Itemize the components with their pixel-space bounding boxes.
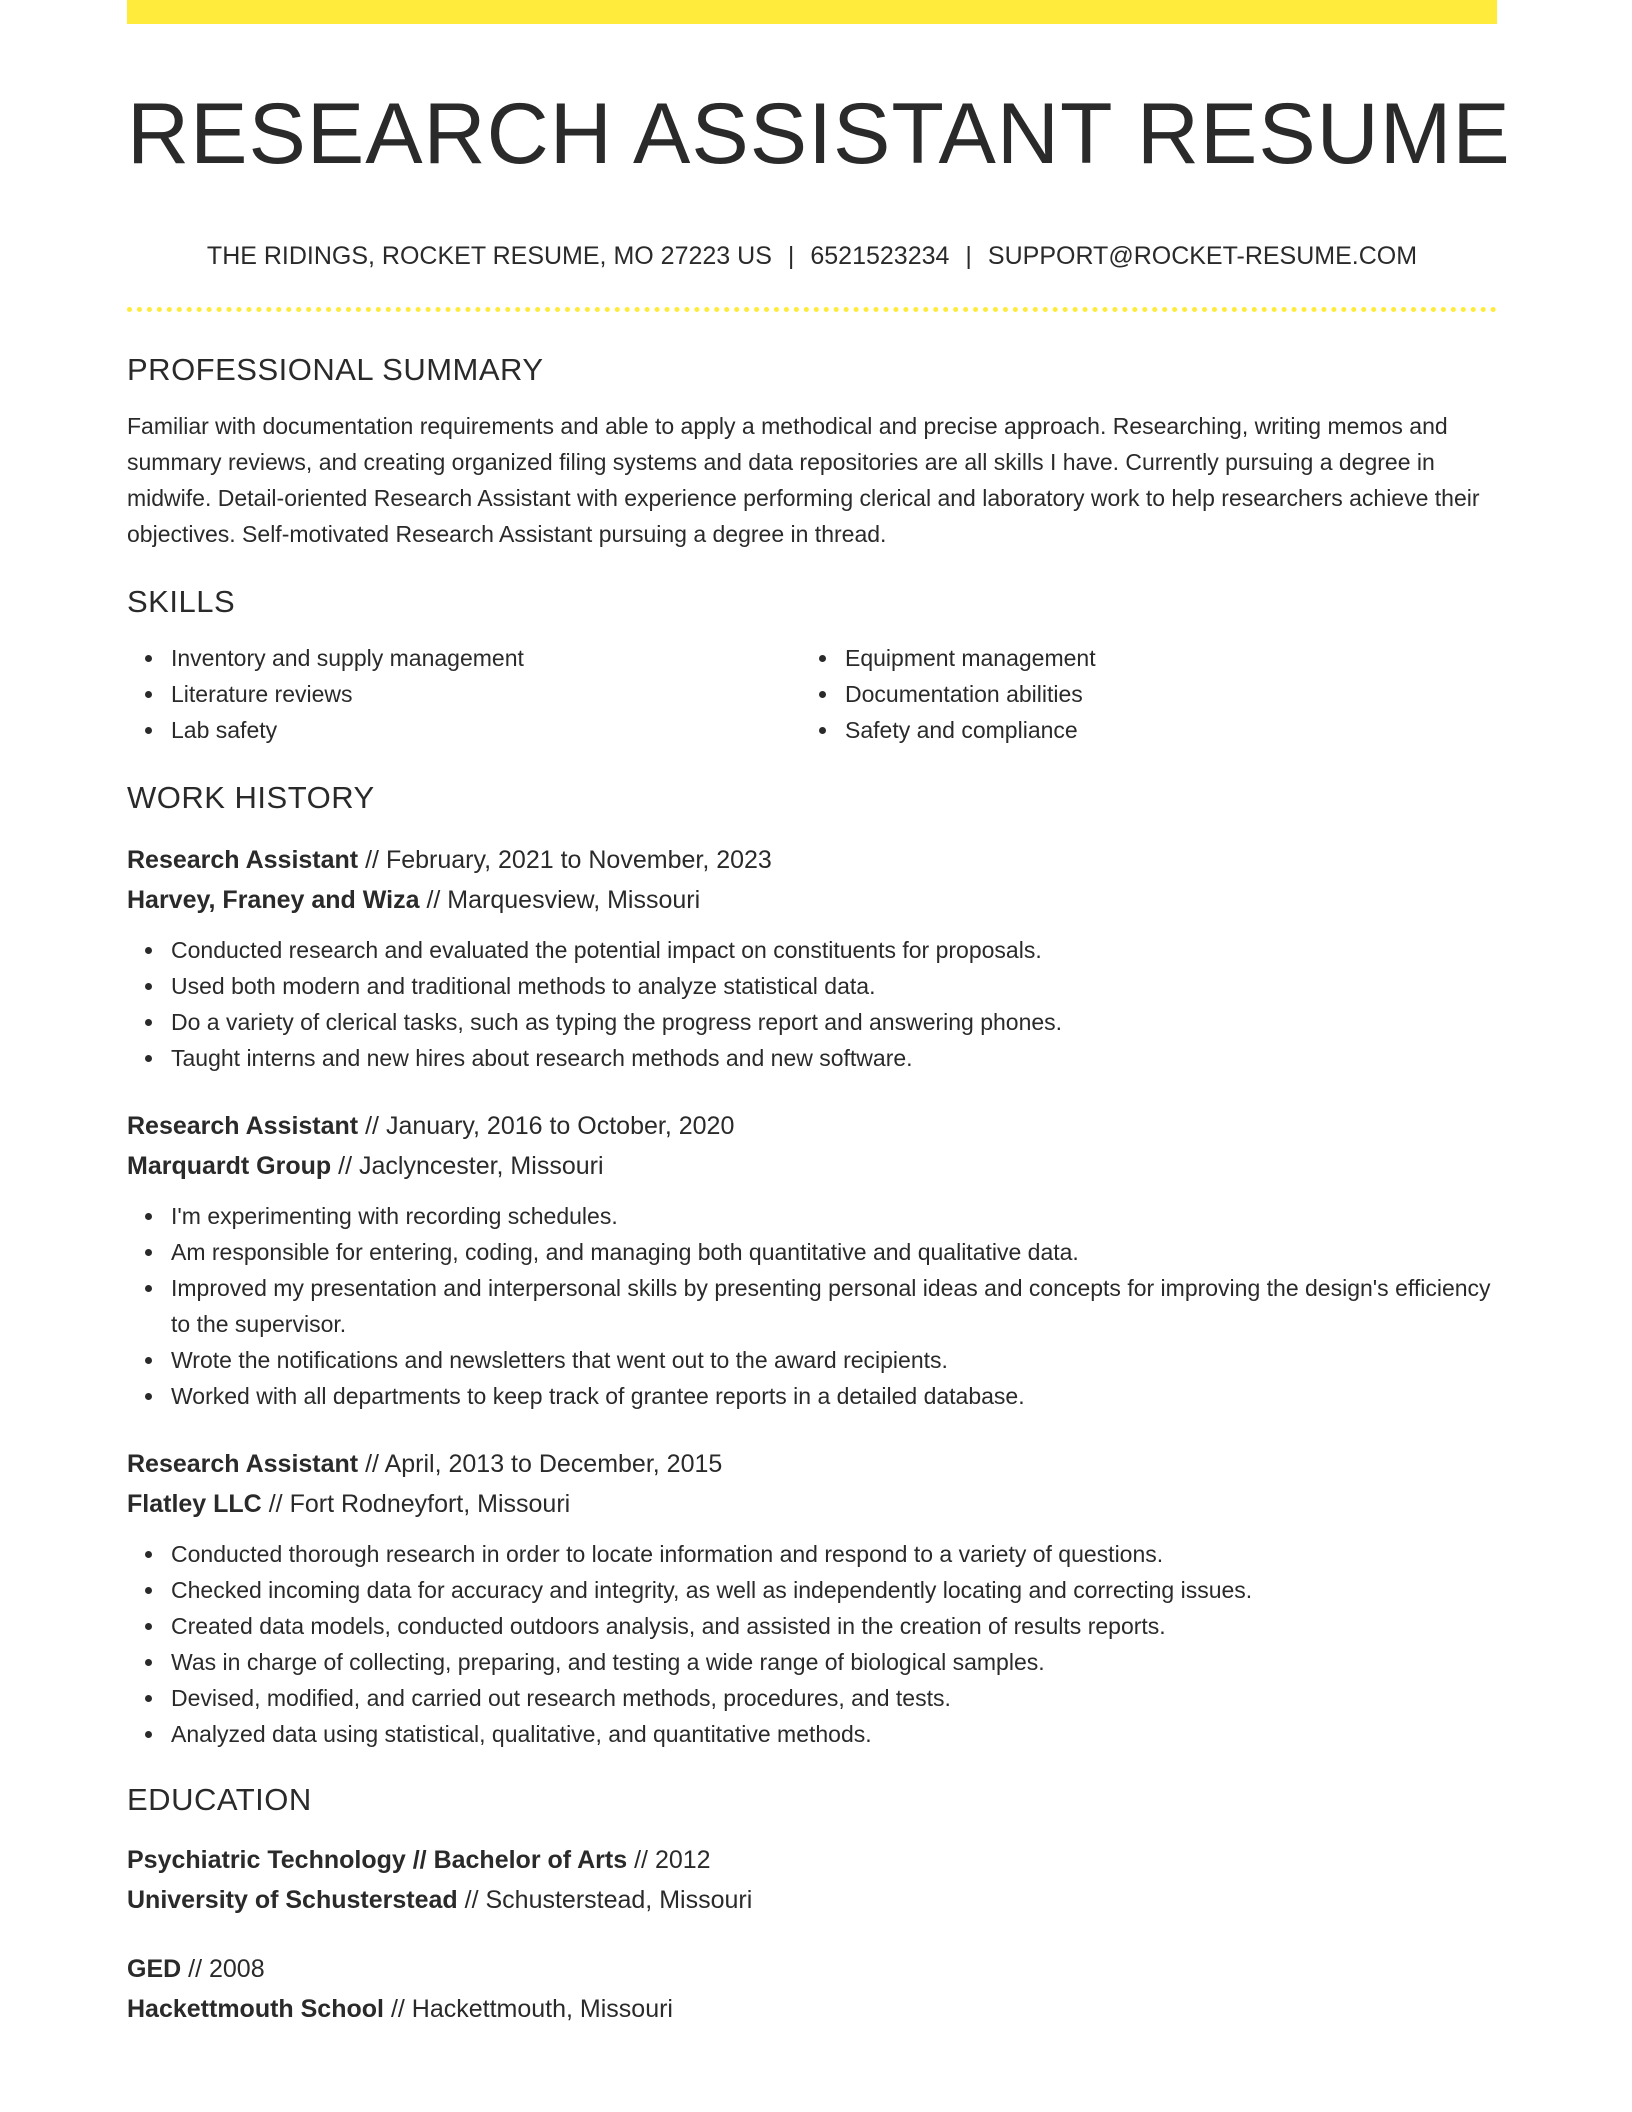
skills-list [127,640,1497,748]
job-separator: // [365,846,379,874]
summary-text: Familiar with documentation requirements and able to apply a methodical and precise approach. Researching, writing memos and summary reviews, and creating organized filing systems and data repositories are all skills I have. Currently pursuing a degree in midwife. Detail-oriented Research Assistant with experience performing clerical and laboratory work to help researchers achieve their objectives. Self-motivated Research Assistant pursuing a degree in thread. [127,413,1480,547]
job-separator: // [426,886,441,914]
job-separator: // [365,1450,379,1478]
job-duty: Analyzed data using statistical, qualitative, and quantitative methods. [171,1716,1497,1752]
education-separator: // [464,1886,479,1914]
education-location: Hackettmouth, Missouri [411,1995,673,2023]
contact-email[interactable]: SUPPORT@ROCKET-RESUME.COM [987,242,1418,270]
job-title: Research Assistant [127,1450,359,1478]
education-year: 2008 [209,1955,265,1983]
job-dates: February, 2021 to November, 2023 [385,846,772,874]
education-separator: // [390,1995,405,2023]
education-degree-line [127,1949,1497,1989]
education-separator: // [188,1955,203,1983]
job-duty: I'm experimenting with recording schedules. [171,1198,1497,1234]
job-company-line [127,1484,1497,1524]
education-degree: GED [127,1955,182,1983]
job-duty: Wrote the notifications and newsletters that went out to the award recipients. [171,1342,1497,1378]
job-dates: April, 2013 to December, 2015 [384,1450,723,1478]
job-duties [127,1198,1497,1414]
job-separator: // [338,1152,353,1180]
work-history-heading: WORK HISTORY [127,780,375,815]
contact-separator: | [965,242,972,270]
job-title-line [127,1444,1497,1484]
job-title-line [127,1106,1497,1146]
job-location: Fort Rodneyfort, Missouri [289,1490,571,1518]
job-location: Marquesview, Missouri [447,886,701,914]
education-degree: Psychiatric Technology // Bachelor of Arts [127,1846,628,1874]
skills-column-left [127,640,801,748]
contact-separator: | [787,242,795,270]
summary-heading: PROFESSIONAL SUMMARY [127,352,544,387]
education-school-line [127,1989,1497,2029]
job-duty: Conducted research and evaluated the potential impact on constituents for proposals. [171,932,1497,968]
job-duty: Devised, modified, and carried out research methods, procedures, and tests. [171,1680,1497,1716]
skill-item: Equipment management [845,640,1475,676]
job-company-line [127,880,1497,920]
job-duty: Do a variety of clerical tasks, such as typing the progress report and answering phones. [171,1004,1497,1040]
job-duty: Was in charge of collecting, preparing, and testing a wide range of biological samples. [171,1644,1497,1680]
job-company-line [127,1146,1497,1186]
skill-item: Safety and compliance [845,712,1475,748]
education-year: 2012 [654,1846,711,1874]
resume-page [127,0,1511,2029]
job-separator: // [268,1490,283,1518]
job-title: Research Assistant [127,1112,359,1140]
skill-item: Documentation abilities [845,676,1475,712]
job-location: Jaclyncester, Missouri [358,1152,604,1180]
resume-title: RESEARCH ASSISTANT RESUME [127,86,1511,182]
job-separator: // [365,1112,379,1140]
job-duties [127,1536,1497,1752]
job-duty: Improved my presentation and interpersonal skills by presenting personal ideas and concepts for improving the design's efficiency to the supervisor. [171,1270,1497,1342]
job-duty: Conducted thorough research in order to locate information and respond to a variety of questions. [171,1536,1497,1572]
job-duties [127,932,1497,1076]
skill-item: Literature reviews [171,676,801,712]
job-duty: Am responsible for entering, coding, and managing both quantitative and qualitative data. [171,1234,1497,1270]
job-company: Flatley LLC [127,1490,262,1518]
skill-item: Inventory and supply management [171,640,801,676]
job-duty: Used both modern and traditional methods to analyze statistical data. [171,968,1497,1004]
education-entry [127,1840,1497,1920]
job-duty: Taught interns and new hires about research methods and new software. [171,1040,1497,1076]
job-title-line [127,840,1497,880]
job-entry [127,840,1497,1076]
education-school: University of Schusterstead [127,1886,458,1914]
job-duty: Worked with all departments to keep track of grantee reports in a detailed database. [171,1378,1497,1414]
education-separator: // [634,1846,648,1874]
skills-column-right [801,640,1475,748]
job-dates: January, 2016 to October, 2020 [385,1112,735,1140]
job-entry [127,1106,1497,1414]
top-accent-bar [127,0,1497,24]
job-company: Marquardt Group [127,1152,332,1180]
skills-heading: SKILLS [127,584,236,619]
dotted-divider [127,307,1497,312]
contact-phone[interactable]: 6521523234 [810,242,950,270]
job-company: Harvey, Franey and Wiza [127,886,420,914]
education-entry [127,1949,1497,2029]
contact-address: THE RIDINGS, ROCKET RESUME, MO 27223 US [206,242,772,270]
education-location: Schusterstead, Missouri [485,1886,753,1914]
education-school: Hackettmouth School [127,1995,384,2023]
job-title: Research Assistant [127,846,359,874]
education-degree-line [127,1840,1497,1880]
job-entry [127,1444,1497,1752]
job-duty: Created data models, conducted outdoors analysis, and assisted in the creation of results reports. [171,1608,1497,1644]
skill-item: Lab safety [171,712,801,748]
education-school-line [127,1880,1497,1920]
job-duty: Checked incoming data for accuracy and integrity, as well as independently locating and correcting issues. [171,1572,1497,1608]
contact-line [127,238,1497,274]
education-heading: EDUCATION [127,1782,312,1817]
